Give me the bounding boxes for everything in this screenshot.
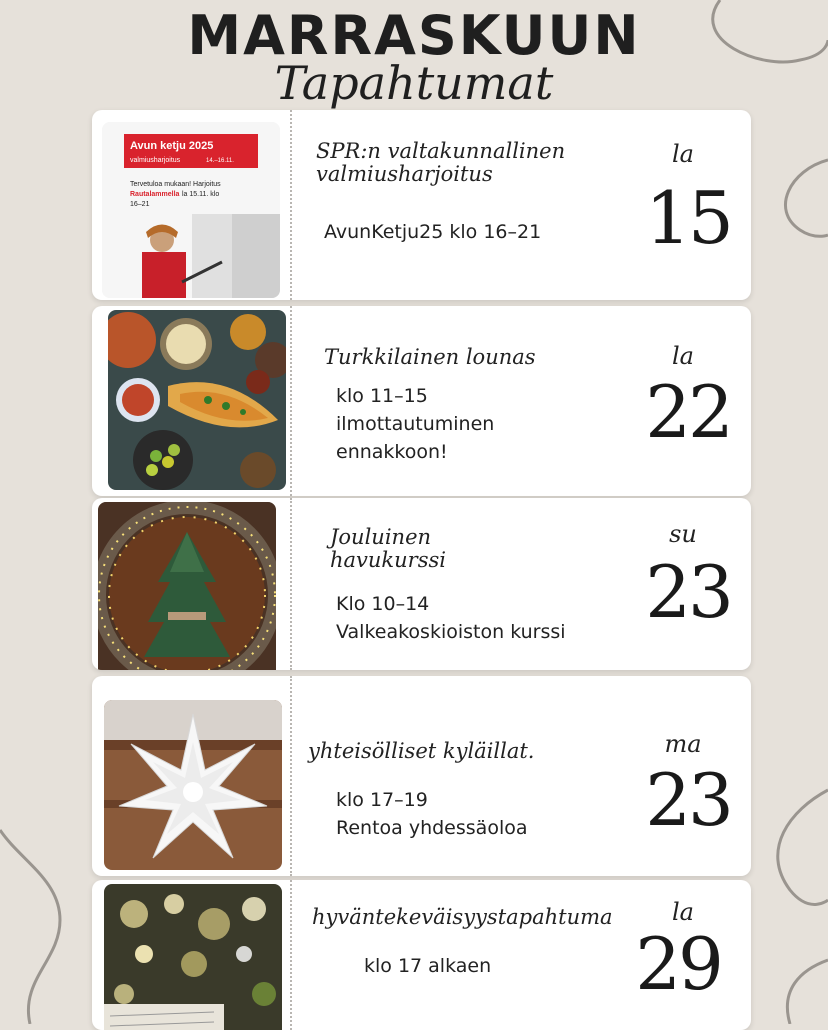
event-card [92,676,751,876]
event-card [92,880,751,1030]
event-date: 15 [645,176,731,260]
wreath-photo [98,502,276,670]
event-title: hyväntekeväisyystapahtuma [312,905,613,929]
event-detail: klo 11–15 ilmottautuminen ennakkoon! [336,385,495,463]
event-weekday: ma [664,730,702,758]
dotted-divider [290,676,292,876]
event-weekday: la [672,140,694,168]
event-detail: AvunKetju25 klo 16–21 [324,221,542,243]
food-photo [108,310,286,490]
dotted-divider [290,110,292,300]
svg-text:valmiusharjoitus: valmiusharjoitus [130,157,181,164]
event-weekday: su [669,520,697,548]
dotted-divider [290,880,292,1030]
event-date: 23 [645,758,731,842]
event-date: 23 [645,550,731,634]
page-subtitle: Tapahtumat [274,56,554,110]
poster-banner: Avun ketju 2025 [130,140,214,152]
svg-text:Rautalammella: Rautalammella [130,191,180,198]
event-title: SPR:n valtakunnallinen valmiusharjoitus [316,139,566,186]
event-weekday: la [672,898,694,926]
dotted-divider [290,306,292,496]
lights-photo [104,884,282,1030]
event-title: Turkkilainen lounas [324,345,536,369]
event-detail: klo 17 alkaen [364,955,492,977]
event-title: Jouluinen havukurssi [330,525,446,572]
page-title: MARRASKUUN [187,4,641,67]
event-weekday: la [672,342,694,370]
svg-text:14.–16.11.: 14.–16.11. [206,158,234,164]
event-title: yhteisölliset kyläillat. [308,739,535,763]
event-date: 22 [645,370,731,454]
event-card [92,306,751,496]
event-detail: Klo 10–14 Valkeakoskioiston kurssi [336,593,566,643]
svg-text:16–21: 16–21 [130,201,150,208]
dotted-divider [290,498,292,670]
event-poster-image [102,122,280,298]
paper-star-photo [104,700,282,870]
event-card [92,110,751,300]
event-detail: klo 17–19 Rentoa yhdessäoloa [336,789,528,839]
event-card [92,498,751,670]
svg-text:Tervetuloa mukaan! Harjoitus: Tervetuloa mukaan! Harjoitus [130,181,221,188]
svg-text:la 15.11. klo: la 15.11. klo [182,191,220,198]
event-date: 29 [635,922,721,1006]
